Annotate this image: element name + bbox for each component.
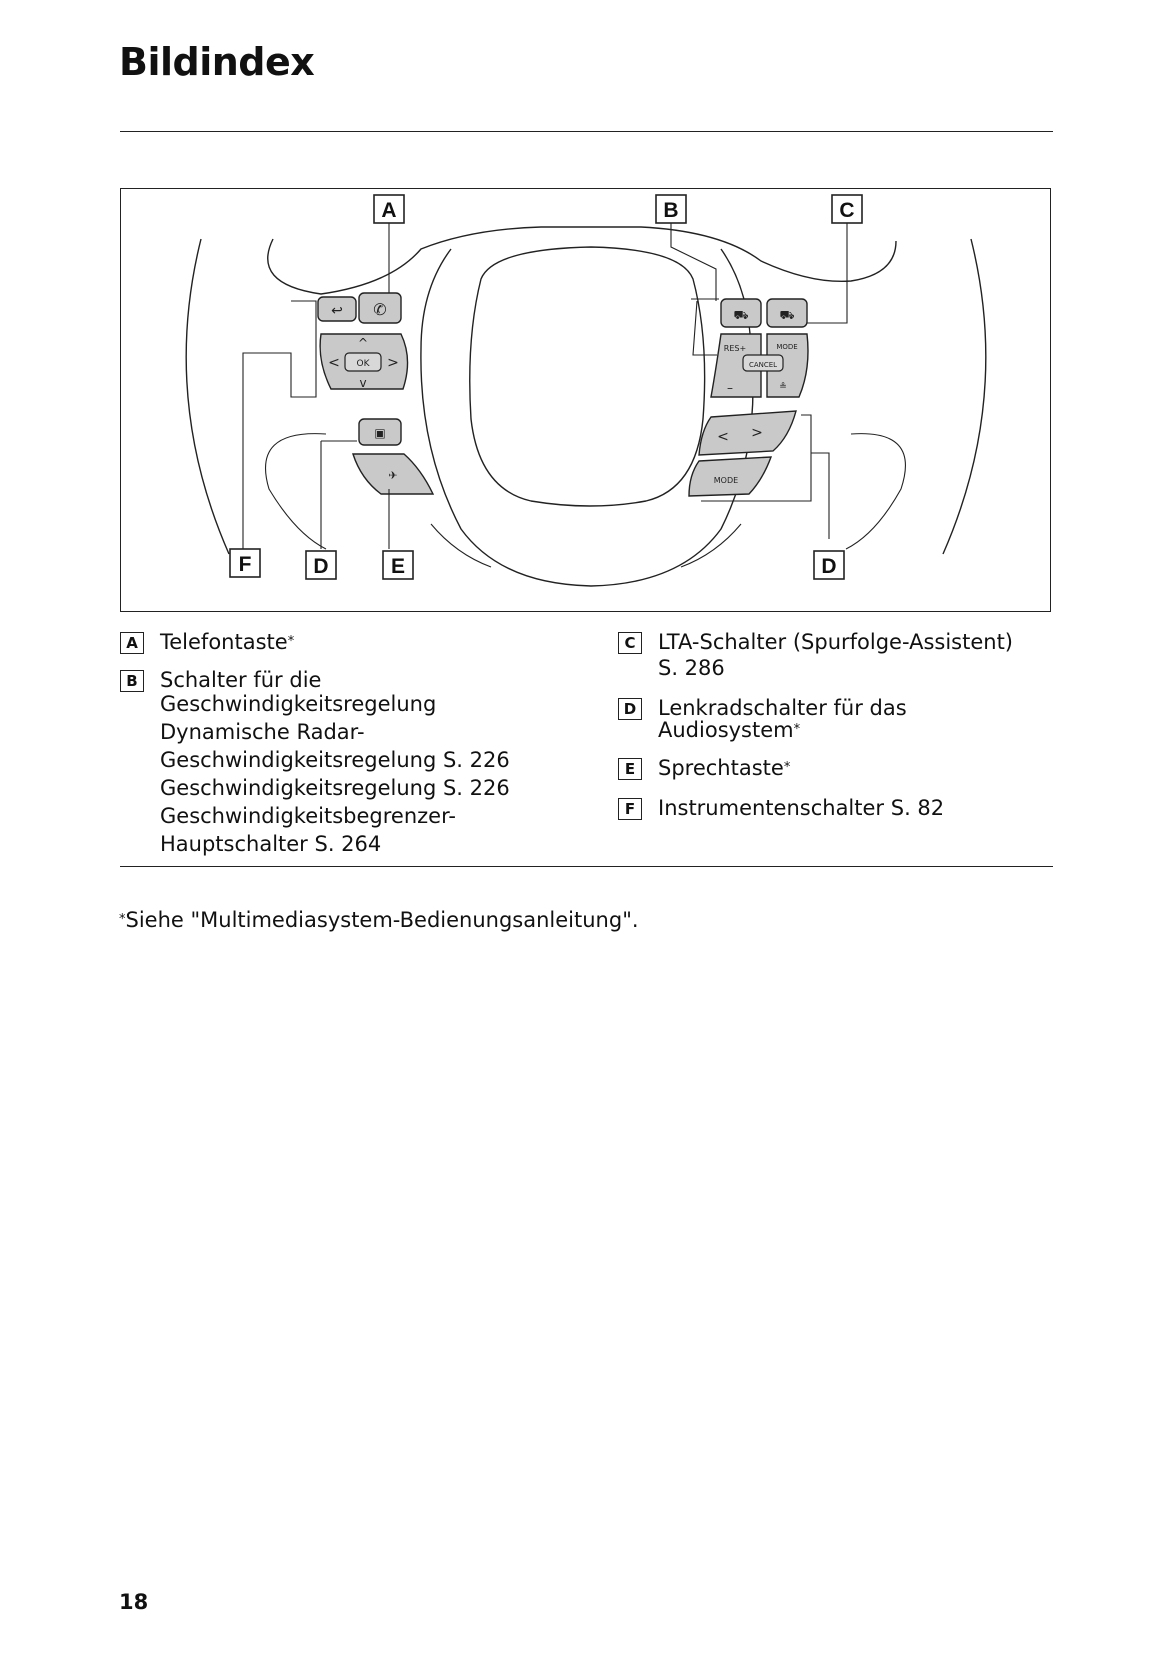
legend-e-mark: *: [783, 760, 791, 775]
wheel-lower-left: [431, 524, 491, 567]
phone-icon: ✆: [373, 300, 387, 319]
chevron-right-icon: >: [387, 355, 399, 371]
display-icon: ▣: [374, 426, 386, 440]
wheel-upper-contour: [268, 227, 896, 294]
header-divider: [120, 131, 1053, 132]
page-title: Bildindex: [119, 40, 315, 84]
legend-d-line-1: Audiosystem: [658, 718, 794, 742]
legend-a-text: Telefontaste: [160, 630, 288, 654]
voice-icon: ✈: [388, 469, 398, 482]
legend-a-mark: *: [287, 634, 295, 649]
leader-b-bracket: [693, 301, 717, 355]
callout-a-label: A: [381, 199, 397, 222]
key-a: A: [120, 632, 144, 654]
lane-icon: ⛟: [779, 308, 795, 322]
callout-c-label: C: [839, 199, 855, 222]
ok-label: OK: [356, 359, 370, 369]
legend-b-line-5: Geschwindigkeitsbegrenzer-: [160, 804, 456, 828]
legend-d-mark: *: [793, 722, 801, 737]
legend-b-line-1: Geschwindigkeitsregelung: [160, 692, 437, 716]
wheel-lower-right: [681, 524, 741, 567]
callout-b-label: B: [663, 199, 679, 222]
callout-f-label: F: [238, 553, 252, 576]
mode-small-label: MODE: [776, 343, 798, 351]
page-number: 18: [119, 1590, 149, 1614]
key-f: F: [618, 798, 642, 820]
leader-d-right: [811, 453, 829, 539]
callout-d-left-label: D: [313, 555, 329, 578]
callout-e-label: E: [390, 555, 406, 578]
footnote-text: Siehe "Multimediasystem-Bedienungsanleitung".: [125, 908, 639, 932]
legend-e-text: Sprechtaste: [658, 756, 784, 780]
legend-b-text: Schalter für die: [160, 668, 322, 692]
car-distance-icon: ⛟: [733, 308, 749, 322]
legend-divider: [120, 866, 1053, 867]
wheel-right-spoke: [846, 434, 905, 549]
wheel-rim-left: [186, 239, 229, 554]
legend-f-text: Instrumentenschalter S. 82: [658, 796, 945, 820]
chevron-down-icon: v: [359, 376, 367, 390]
mode-label: MODE: [713, 476, 739, 485]
chevron-left-icon: <: [328, 355, 340, 371]
track-left-icon: <: [717, 429, 729, 445]
wheel-rim-right: [943, 239, 986, 554]
legend-b-line-4: Geschwindigkeitsregelung S. 226: [160, 776, 510, 800]
key-b: B: [120, 670, 144, 692]
legend-b-line-3: Geschwindigkeitsregelung S. 226: [160, 748, 510, 772]
legend-b-line-6: Hauptschalter S. 264: [160, 832, 382, 856]
steering-wheel-figure: [120, 188, 1051, 612]
key-c: C: [618, 632, 642, 654]
steering-wheel-illustration: [121, 189, 1052, 613]
legend-d-text: Lenkradschalter für das: [658, 696, 907, 720]
chevron-up-icon: ^: [357, 336, 369, 350]
footnote-mark: *: [119, 912, 126, 927]
speed-limiter-icon: ≗: [779, 382, 787, 392]
airbag-cover: [470, 247, 705, 506]
audio-track-switch: [699, 411, 796, 455]
footnote: [119, 908, 639, 932]
track-right-icon: >: [751, 425, 763, 441]
legend-c-line-1: S. 286: [658, 656, 725, 680]
legend-c-text: LTA-Schalter (Spurfolge-Assistent): [658, 630, 1013, 654]
minus-label: –: [727, 381, 733, 395]
back-arrow-icon: ↩: [331, 303, 343, 319]
legend-b-line-2: Dynamische Radar-: [160, 720, 365, 744]
callout-d-right-label: D: [821, 555, 837, 578]
key-d: D: [618, 698, 642, 720]
wheel-left-spoke: [266, 434, 326, 549]
res-label: RES+: [723, 344, 747, 353]
leader-f: [243, 301, 316, 549]
leader-c: [807, 223, 847, 323]
key-e: E: [618, 758, 642, 780]
cancel-label: CANCEL: [748, 361, 778, 369]
